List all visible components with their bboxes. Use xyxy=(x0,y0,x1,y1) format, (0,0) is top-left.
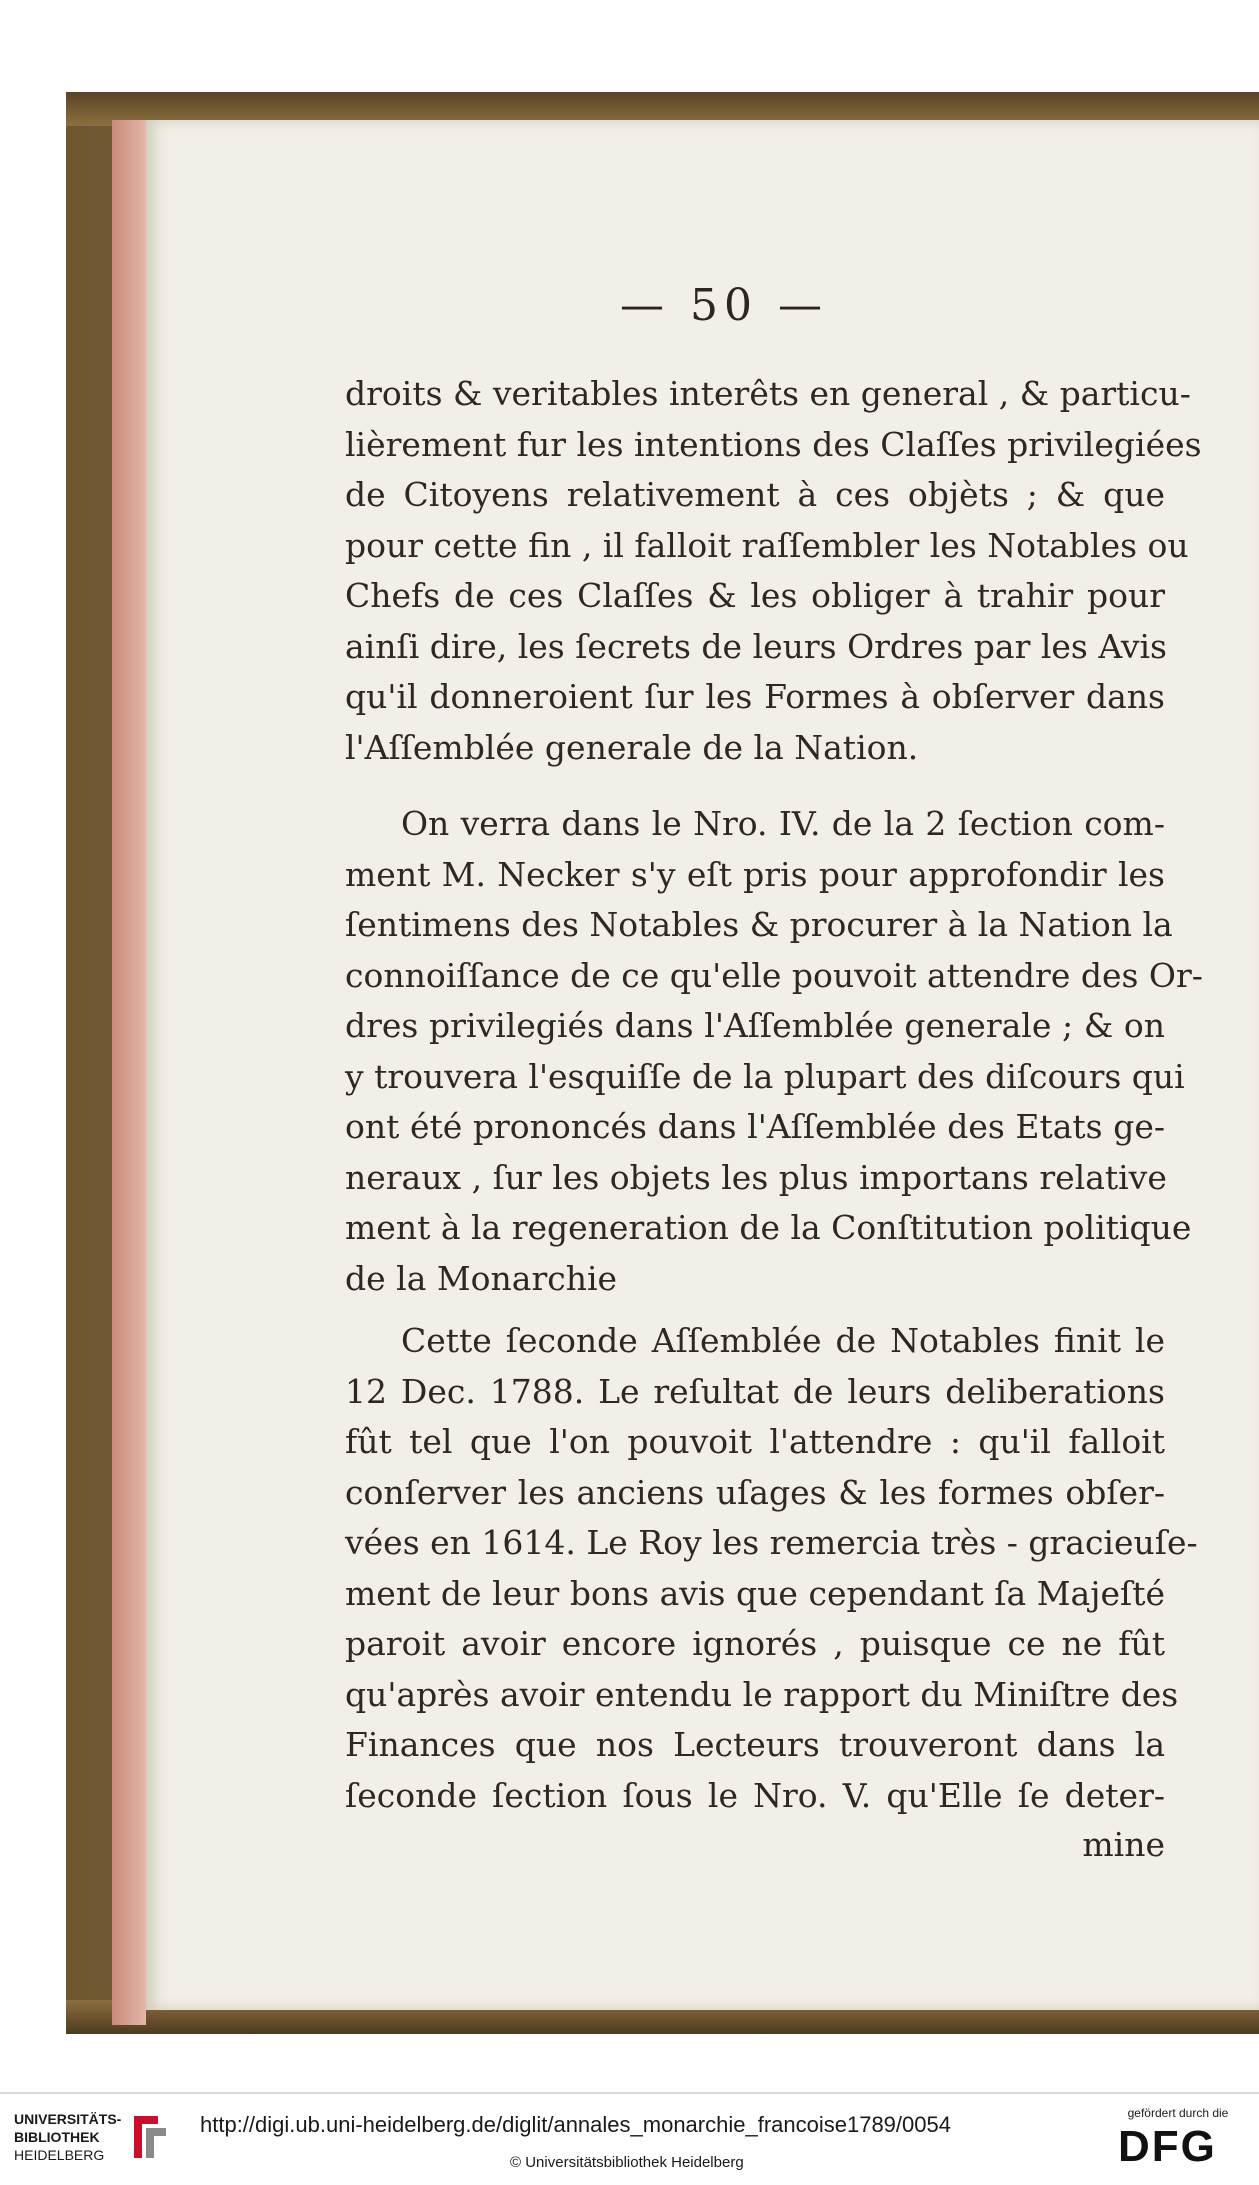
text-line: ainſi dire, les ſecrets de leurs Ordres par les Avis xyxy=(345,626,1167,666)
library-name-line-2: BIBLIOTHEK xyxy=(14,2129,100,2145)
text-line: de la Monarchie xyxy=(345,1258,618,1298)
viewer-footer xyxy=(0,2092,1259,2185)
paragraph-1 xyxy=(345,369,1202,773)
text-line: neraux , ſur les objets les plus importans relative xyxy=(345,1157,1167,1197)
text-line: ment à la regeneration de la Conſtitution politique xyxy=(345,1208,1192,1247)
text-line: connoiſſance de ce qu'elle pouvoit attendre des Or- xyxy=(345,955,1203,995)
text-line: fût tel que l'on pouvoit l'attendre : qu'il falloit xyxy=(345,1422,1165,1461)
text-line: l'Aſſemblée generale de la Nation. xyxy=(345,727,919,767)
text-line: ſentimens des Notables & procurer à la Nation la xyxy=(345,905,1173,944)
text-line: lièrement fur les intentions des Claſſes privilegiées xyxy=(345,424,1202,464)
text-line: qu'il donneroient ſur les Formes à obſerver dans xyxy=(345,677,1165,716)
paragraph-3 xyxy=(345,1316,1198,1821)
copyright-notice: © Universitätsbibliothek Heidelberg xyxy=(510,2154,744,2171)
funding-label: gefördert durch die xyxy=(1127,2106,1229,2120)
library-emblem-icon xyxy=(128,2112,172,2162)
text-line: ment de leur bons avis que cependant ſa Majeſté xyxy=(345,1573,1165,1613)
permalink-url[interactable]: http://digi.ub.uni-heidelberg.de/diglit/annales_monarchie_francoise1789/0054 xyxy=(200,2112,951,2137)
text-line: y trouvera l'esquiſſe de la plupart des diſcours qui xyxy=(345,1056,1185,1096)
text-line: ont été prononcés dans l'Aſſemblée des Etats ge- xyxy=(345,1107,1165,1146)
text-line: qu'après avoir entendu le rapport du Miniſtre des xyxy=(345,1674,1179,1714)
text-line: dres privilegiés dans l'Aſſemblée generale ; & on xyxy=(345,1006,1165,1045)
text-line: pour cette fin , il falloit raſſembler les Notables ou xyxy=(345,525,1189,565)
library-name-line-1: UNIVERSITÄTS- xyxy=(14,2111,122,2127)
text-line: droits & veritables interêts en general , & particu- xyxy=(345,374,1191,413)
text-line: conſerver les anciens uſages & les formes obſer- xyxy=(345,1472,1165,1512)
catchword: mine xyxy=(1082,1825,1165,1864)
text-line: paroit avoir encore ignorés , puisque ce ne fût xyxy=(345,1624,1165,1663)
text-line: ment M. Necker s'y eſt pris pour approfondir les xyxy=(345,854,1165,894)
page-number: — 50 — xyxy=(620,280,828,331)
paragraph-2 xyxy=(345,799,1203,1304)
text-line: ſeconde ſection ſous le Nro. V. qu'Elle ſe deter- xyxy=(345,1775,1165,1815)
page-edges xyxy=(112,120,146,2025)
text-line: 12 Dec. 1788. Le reſultat de leurs deliberations xyxy=(345,1371,1165,1411)
text-line: vées en 1614. Le Roy les remercia très - gracieuſe- xyxy=(345,1523,1198,1562)
library-name-line-3: HEIDELBERG xyxy=(14,2147,105,2163)
text-line: Finances que nos Lecteurs trouveront dans la xyxy=(345,1725,1165,1764)
text-line: Cette ſeconde Aſſemblée de Notables finit le xyxy=(401,1321,1165,1360)
text-line: Chefs de ces Claſſes & les obliger à trahir pour xyxy=(345,576,1165,615)
dfg-logo: DFG xyxy=(1118,2122,1217,2171)
text-line: On verra dans le Nro. IV. de la 2 ſection com- xyxy=(401,804,1165,843)
text-line: de Citoyens relativement à ces objèts ; & que xyxy=(345,475,1165,514)
